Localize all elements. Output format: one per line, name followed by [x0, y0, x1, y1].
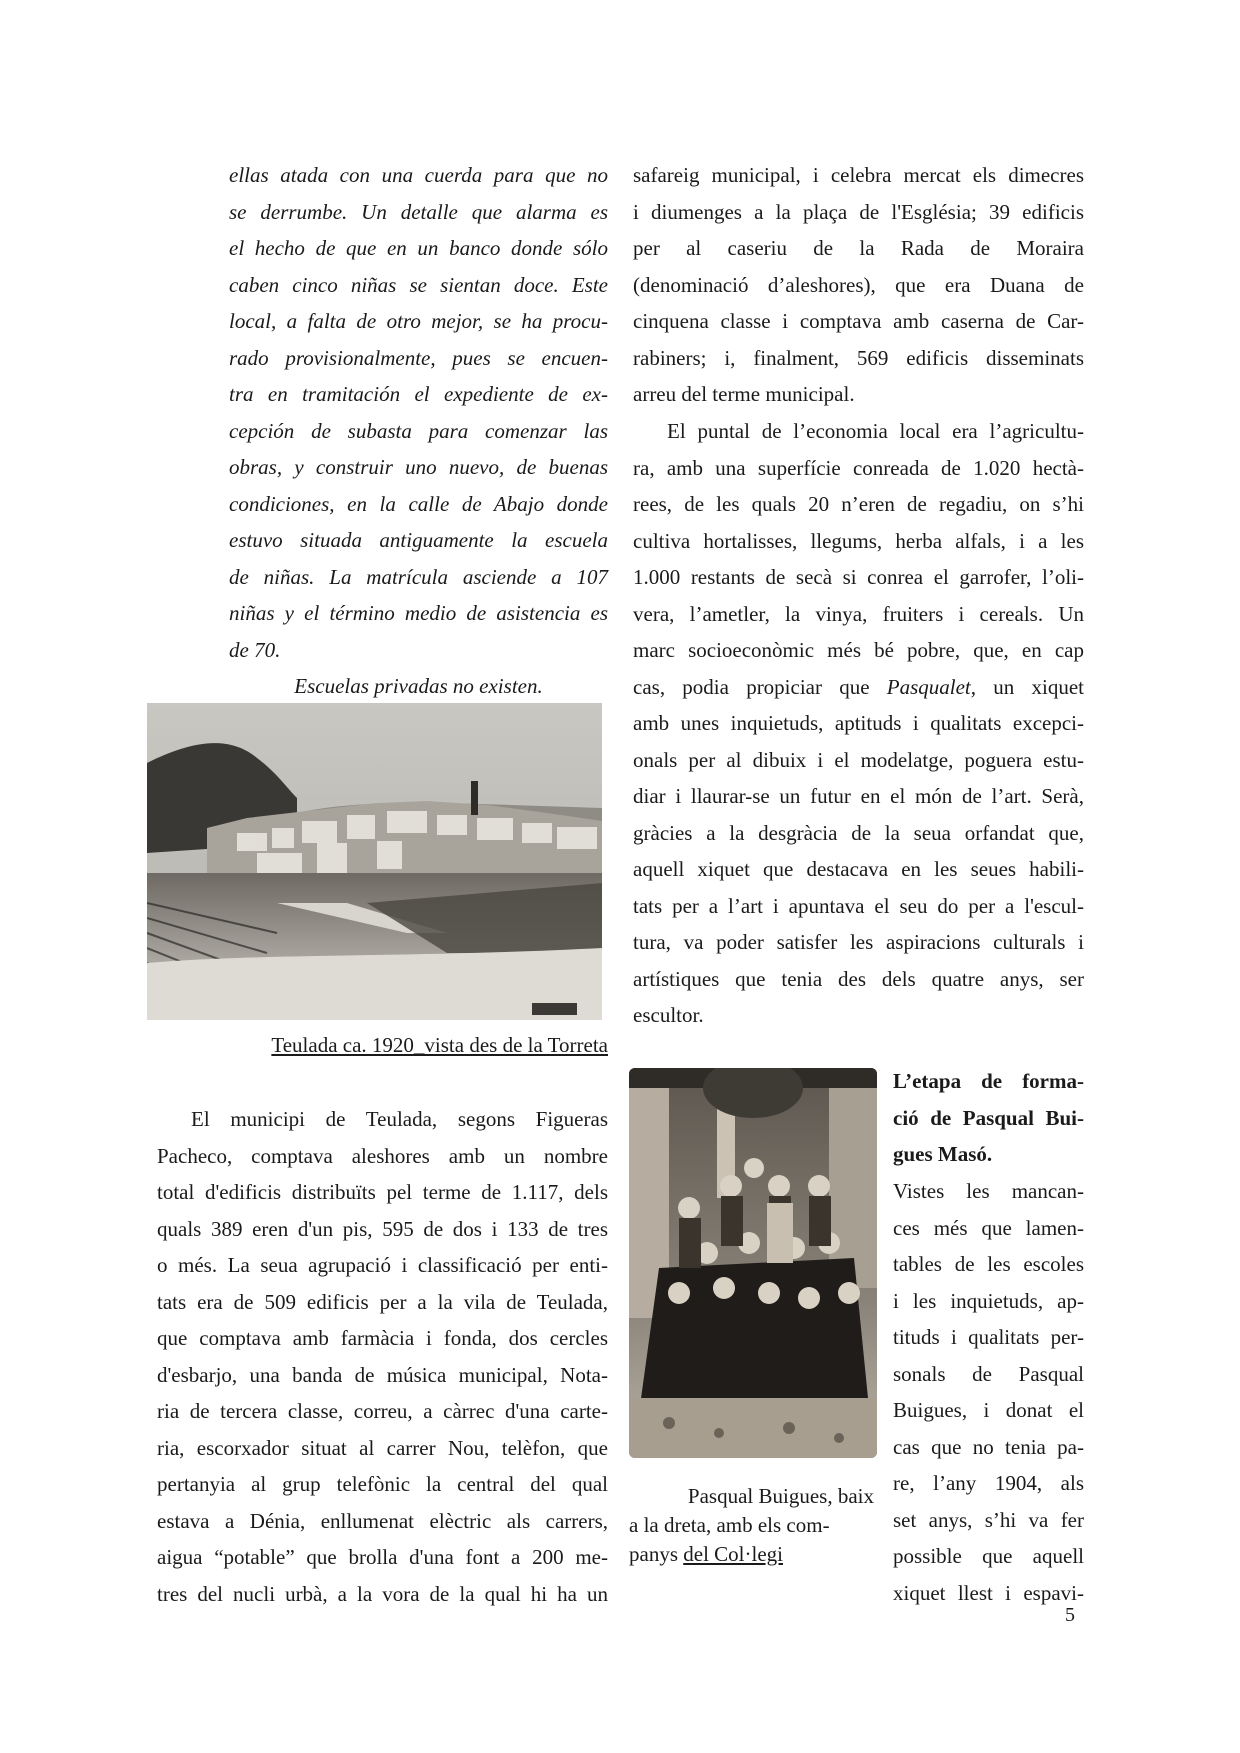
right-paragraph2-line: marc socioeconòmic més bé pobre, que, en cap [633, 638, 1084, 662]
students-image [629, 1068, 877, 1458]
top-left-italic-line: tra en tramitación el expediente de ex- [229, 382, 608, 406]
right-paragraph1-line: arreu del terme municipal. [633, 382, 855, 406]
right-paragraph2-line: cultiva hortalisses, llegums, herba alfals, i a les [633, 528, 1084, 553]
top-left-italic-line: se derrumbe. Un detalle que alarma es [229, 199, 608, 224]
narrow-column-line: sonals de Pasqual [893, 1361, 1084, 1386]
right-paragraph2-line: gràcies a la desgràcia de la seua orfandat que, [633, 820, 1084, 845]
bottom-left-paragraph-line: estava a Dénia, enllumenat elèctric als carrers, [157, 1508, 608, 1533]
top-left-italic-line: de 70. [229, 637, 281, 662]
narrow-column-line: set anys, s’hi va fer [893, 1507, 1084, 1532]
photo2-caption-plain: panys [629, 1542, 684, 1566]
bottom-left-paragraph-line: o més. La seua agrupació i classificació per enti- [157, 1253, 608, 1277]
private-schools-text: Escuelas privadas no existen. [294, 674, 543, 698]
right-paragraph-2 [633, 413, 1084, 1034]
photo1-caption: Teulada ca. 1920_vista des de la Torreta [271, 1033, 608, 1057]
right-paragraph1-line: (denominació d’aleshores), que era Duana de [633, 272, 1084, 297]
narrow-column-line: ces més que lamen- [893, 1215, 1084, 1240]
right-paragraph2-line: onals per al dibuix i el modelatge, poguera estu- [633, 747, 1084, 772]
right-paragraph2-line: amb unes inquietuds, aptituds i qualitats excepci- [633, 711, 1084, 735]
right-paragraph2-line: tura, va poder satisfer les aspiracions culturals i [633, 930, 1084, 954]
narrow-column-line: tables de les escoles [893, 1252, 1084, 1276]
section-heading-line: gues Masó. [893, 1142, 993, 1166]
bottom-left-paragraph-line: tats era de 509 edificis per a la vila de Teulada, [157, 1289, 608, 1314]
right-paragraph1-line: cinquena classe i comptava amb caserna de Car- [633, 309, 1084, 333]
narrow-column-line: Buigues, i donat el [893, 1398, 1084, 1422]
right-paragraph2-line: diar i llaurar-se un futur en el món de l’art. Serà, [633, 784, 1084, 808]
photo2-caption-line1: Pasqual Buigues, baix [687, 1484, 874, 1508]
bottom-left-paragraph-line: total d'edificis distribuïts pel terme de 1.117, dels [157, 1180, 608, 1204]
bottom-left-paragraph-line: Pacheco, comptava aleshores amb un nombre [157, 1143, 608, 1168]
right-paragraph-1 [633, 157, 1084, 413]
right-paragraph2-line: tats per a l’art i apuntava el seu do per a l'escul- [633, 893, 1084, 918]
right-paragraph1-line: i diumenges a la plaça de l'Església; 39 edificis [633, 199, 1084, 224]
right-paragraph2-line: artístiques que tenia des dels quatre anys, ser [633, 966, 1084, 991]
top-left-italic-line: el hecho de que en un banco donde sólo [229, 236, 608, 260]
college-link[interactable]: del Col·legi [683, 1542, 783, 1566]
top-left-italic-line: rado provisionalmente, pues se encuen- [229, 345, 608, 370]
narrow-column-line: possible que aquell [893, 1544, 1084, 1568]
section-heading-line: L’etapa de forma- [893, 1069, 1084, 1093]
teulada-landscape-image [147, 703, 602, 1020]
bottom-left-paragraph-line: ria de tercera classe, correu, a càrrec d'una carte- [157, 1399, 608, 1423]
top-left-italic-line: estuvo situada antiguamente la escuela [229, 528, 608, 552]
narrow-column-line: Vistes les mancan- [893, 1179, 1084, 1203]
top-left-italic-line: local, a falta de otro mejor, se ha procu- [229, 309, 608, 333]
top-left-italic-line: condiciones, en la calle de Abajo donde [229, 491, 608, 516]
right-paragraph2-line: aquell xiquet que destacava en les seues habili- [633, 857, 1084, 881]
narrow-column-line: cas que no tenia pa- [893, 1434, 1084, 1459]
right-paragraph2-line: 1.000 restants de secà si conrea el garrofer, l’oli- [633, 565, 1084, 589]
right-paragraph1-line: safareig municipal, i celebra mercat els dimecres [633, 163, 1084, 187]
municipality-paragraph [157, 1101, 608, 1612]
right-paragraph1-line: per al caseriu de la Rada de Moraira [633, 236, 1084, 260]
top-left-italic-line: obras, y construir uno nuevo, de buenas [229, 455, 608, 479]
narrow-column-text [893, 1173, 1084, 1611]
pasqualet-name: Pasqualet [886, 674, 971, 699]
section-heading-line: ció de Pasqual Bui- [893, 1105, 1084, 1130]
bottom-left-paragraph-line: que comptava amb farmàcia i fonda, dos cercles [157, 1326, 608, 1350]
right-paragraph2-line: cas, podia propiciar que Pasqualet, un xiquet [633, 674, 1084, 699]
bottom-left-paragraph-line: pertanyia al grup telefònic la central del qual [157, 1472, 608, 1496]
section-heading [893, 1063, 1084, 1173]
right-paragraph2-line: vera, l’ametler, la vinya, fruiters i cereals. Un [633, 601, 1084, 626]
narrow-column-line: xiquet llest i espavi- [893, 1580, 1084, 1605]
bottom-left-paragraph-line: ria, escorxador situat al carrer Nou, telèfon, que [157, 1435, 608, 1460]
top-left-italic-line: caben cinco niñas se sientan doce. Este [229, 272, 608, 297]
top-left-italic-line: niñas y el término medio de asistencia es [229, 601, 608, 625]
narrow-column-line: i les inquietuds, ap- [893, 1288, 1084, 1313]
private-schools-line [229, 668, 608, 705]
teulada-1920-photo [147, 703, 602, 1020]
students-group-photo [629, 1068, 877, 1458]
right-paragraph2-line: El puntal de l’economia local era l’agricultu- [667, 419, 1084, 443]
right-paragraph2-line: escultor. [633, 1003, 704, 1027]
bottom-left-paragraph-line: quals 389 eren d'un pis, 595 de dos i 133 de tres [157, 1216, 608, 1241]
narrow-column-line: re, l’any 1904, als [893, 1471, 1084, 1495]
right-paragraph2-line: ra, amb una superfície conreada de 1.020 hectà- [633, 455, 1084, 480]
bottom-left-paragraph-line: El municipi de Teulada, segons Figueras [191, 1107, 608, 1131]
top-left-italic-line: ellas atada con una cuerda para que no [229, 163, 608, 187]
right-paragraph1-line: rabiners; i, finalment, 569 edificis disseminats [633, 345, 1084, 370]
narrow-column-line: tituds i qualitats per- [893, 1325, 1084, 1349]
bottom-left-paragraph-line: aigua “potable” que brolla d'una font a 200 me- [157, 1545, 608, 1569]
bottom-left-paragraph-line: tres del nucli urbà, a la vora de la qual hi ha un [157, 1581, 608, 1606]
bottom-left-paragraph-line: d'esbarjo, una banda de música municipal, Nota- [157, 1362, 608, 1387]
top-left-italic-line: de niñas. La matrícula asciende a 107 [229, 564, 608, 589]
photo2-caption-line3 [629, 1540, 874, 1569]
right-paragraph2-line: rees, de les quals 20 n’eren de regadiu, on s’hi [633, 492, 1084, 516]
photo2-caption-line2: a la dreta, amb els com- [629, 1513, 830, 1537]
italic-quote-block [229, 157, 608, 668]
top-left-italic-line: cepción de subasta para comenzar las [229, 418, 608, 443]
photo2-caption [629, 1482, 874, 1569]
page-number: 5 [1065, 1604, 1075, 1626]
